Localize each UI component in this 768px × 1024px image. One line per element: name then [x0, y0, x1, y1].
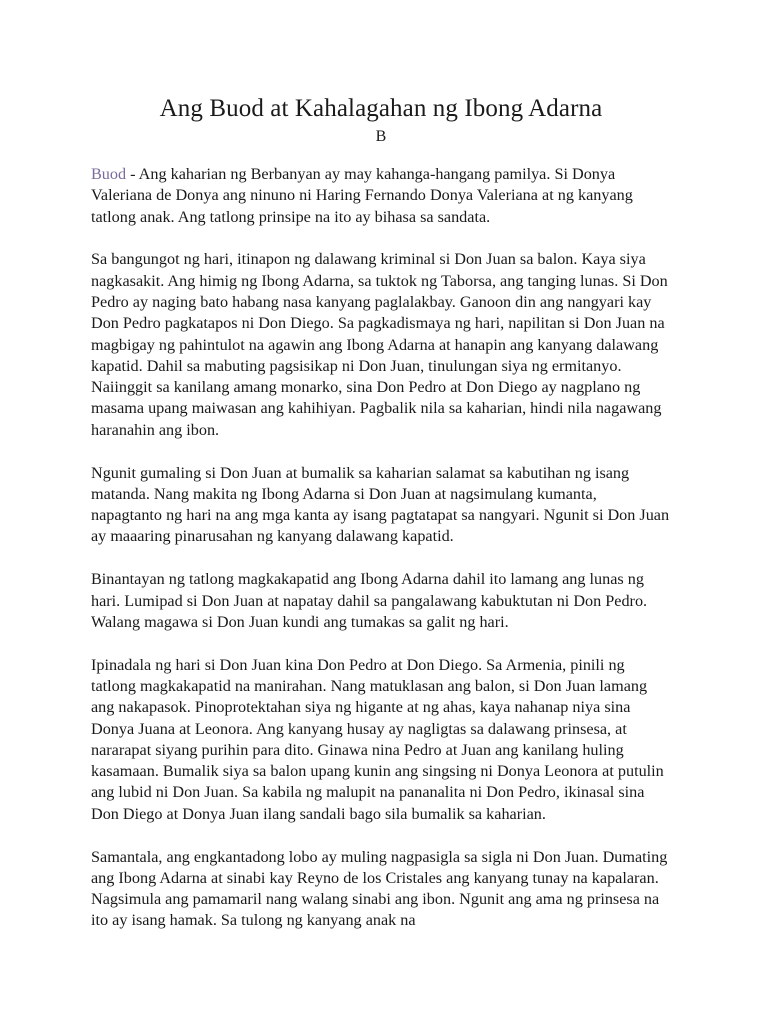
document-page: [91, 92, 671, 953]
document-author: B: [375, 128, 387, 145]
paragraph-1: [91, 164, 671, 228]
paragraph-6: Samantala, ang engkantadong lobo ay muling nagpasigla sa sigla ni Don Juan. Dumating ang Ibong Adarna at sinabi kay Reyno de los Cristales ang kanyang tunay na kapalaran. Nagsimula ang pamamaril nang walang sinabi ang ibon. Ngunit ang ama ng prinsesa na ito ay isang hamak. Sa tulong ng kanyang anak na: [91, 847, 668, 930]
paragraph-2: Sa bangungot ng hari, itinapon ng dalawang kriminal si Don Juan sa balon. Kaya siya nagkasakit. Ang himig ng Ibong Adarna, sa tuktok ng Taborsa, ang tanging lunas. Si Don Pedro ay naging bato habang nasa kanyang paglalakbay. Ganoon din ang nangyari kay Don Pedro pagkatapos ni Don Diego. Sa pagkadismaya ng hari, napilitan si Don Juan na magbigay ng pahintulot na agawin ang Ibong Adarna at hanapin ang kanyang dalawang kapatid. Dahil sa mabuting pagsisikap ni Don Juan, tinulungan siya ng ermitanyo. Naiinggit sa kanilang amang monarko, sina Don Pedro at Don Diego ay nagplano ng masama upang maiwasan ang kahihiyan. Pagbalik nila sa kaharian, hindi nila nagawang haranahin ang ibon.: [91, 250, 668, 439]
document-title: Ang Buod at Kahalagahan ng Ibong Adarna: [159, 95, 603, 122]
lead-term: Buod: [91, 165, 127, 183]
paragraph-5: Ipinadala ng hari si Don Juan kina Don Pedro at Don Diego. Sa Armenia, pinili ng tatlong magkakapatid na manirahan. Nang matuklasan ang balon, si Don Juan lamang ang nakapasok. Pinoprotektahan siya ng higante at ng ahas, kaya nahanap niya sina Donya Juana at Leonora. Ang kanyang husay ay nagligtas sa dalawang prinsesa, at nararapat siyang purihin para dito. Ginawa nina Pedro at Juan ang kanilang huling kasamaan. Bumalik siya sa balon upang kunin ang singsing ni Donya Leonora at putulin ang lubid ni Don Juan. Sa kabila ng malupit na pananalita ni Don Pedro, ikinasal sina Don Diego at Donya Juan ilang sandali bago sila bumalik sa kaharian.: [91, 655, 664, 823]
paragraph-1-text: - Ang kaharian ng Berbanyan ay may kahanga-hangang pamilya. Si Donya Valeriana de Donya ang ninuno ni Haring Fernando Donya Valeriana at ng kanyang tatlong anak. Ang tatlong prinsipe na ito ay bihasa sa sandata.: [91, 165, 633, 226]
paragraph-3: Ngunit gumaling si Don Juan at bumalik sa kaharian salamat sa kabutihan ng isang matanda. Nang makita ng Ibong Adarna si Don Juan at nagsimulang kumanta, napagtanto ng hari na ang mga kanta ay isang pagtatapat sa nangyari. Ngunit si Don Juan ay maaaring pinarusahan ng kanyang dalawang kapatid.: [91, 463, 670, 546]
paragraph-4: Binantayan ng tatlong magkakapatid ang Ibong Adarna dahil ito lamang ang lunas ng hari. Lumipad si Don Juan at napatay dahil sa pangalawang kabuktutan ni Don Pedro. Walang magawa si Don Juan kundi ang tumakas sa galit ng hari.: [91, 570, 648, 631]
